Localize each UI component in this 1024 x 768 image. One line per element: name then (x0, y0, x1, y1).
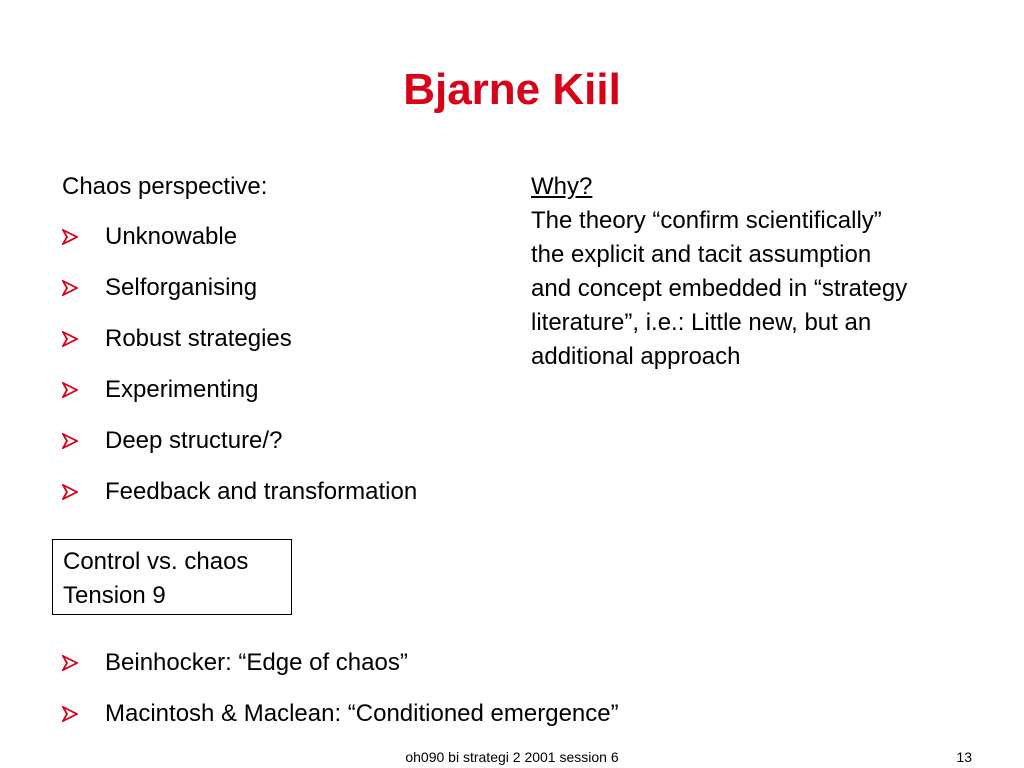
list-item (62, 271, 502, 305)
list-item-label: Robust strategies (105, 325, 292, 352)
list-item (62, 424, 502, 458)
left-column (62, 170, 502, 526)
arrow-bullet-icon (62, 655, 78, 671)
list-item-label: Unknowable (105, 223, 238, 250)
slide-title: Bjarne Kiil (403, 65, 621, 114)
arrow-bullet-icon (62, 229, 78, 245)
list-item-label: Experimenting (105, 376, 259, 403)
arrow-bullet-icon (62, 331, 78, 347)
list-item (62, 373, 502, 407)
list-item (62, 322, 502, 356)
tension-box-line: Control vs. chaos (63, 548, 249, 575)
list-item-label: Macintosh & Maclean: “Conditioned emergence” (105, 700, 619, 727)
arrow-bullet-icon (62, 706, 78, 722)
why-text-line: The theory “confirm scientifically” (531, 207, 882, 234)
bottom-bullets (62, 646, 962, 748)
why-heading: Why? (531, 173, 593, 200)
list-item (62, 646, 962, 680)
list-item-label: Feedback and transformation (105, 478, 418, 505)
why-text-line: the explicit and tacit assumption (531, 241, 872, 268)
list-item (62, 220, 502, 254)
page-number: 13 (956, 749, 972, 765)
why-text-line: additional approach (531, 343, 741, 370)
arrow-bullet-icon (62, 433, 78, 449)
left-bullet-list (62, 220, 502, 509)
list-item-label: Selforganising (105, 274, 258, 301)
bottom-bullet-list (62, 646, 962, 731)
tension-box-line: Tension 9 (63, 582, 166, 609)
list-item (62, 697, 962, 731)
tension-box (52, 539, 292, 615)
arrow-bullet-icon (62, 280, 78, 296)
list-item (62, 475, 502, 509)
list-item-label: Beinhocker: “Edge of chaos” (105, 649, 408, 676)
left-column-heading: Chaos perspective: (62, 173, 268, 200)
arrow-bullet-icon (62, 484, 78, 500)
why-text-line: literature”, i.e.: Little new, but an (531, 309, 872, 336)
footer-text: oh090 bi strategi 2 2001 session 6 (405, 749, 619, 765)
list-item-label: Deep structure/? (105, 427, 283, 454)
right-column (531, 170, 991, 374)
why-text-line: and concept embedded in “strategy (531, 275, 908, 302)
arrow-bullet-icon (62, 382, 78, 398)
